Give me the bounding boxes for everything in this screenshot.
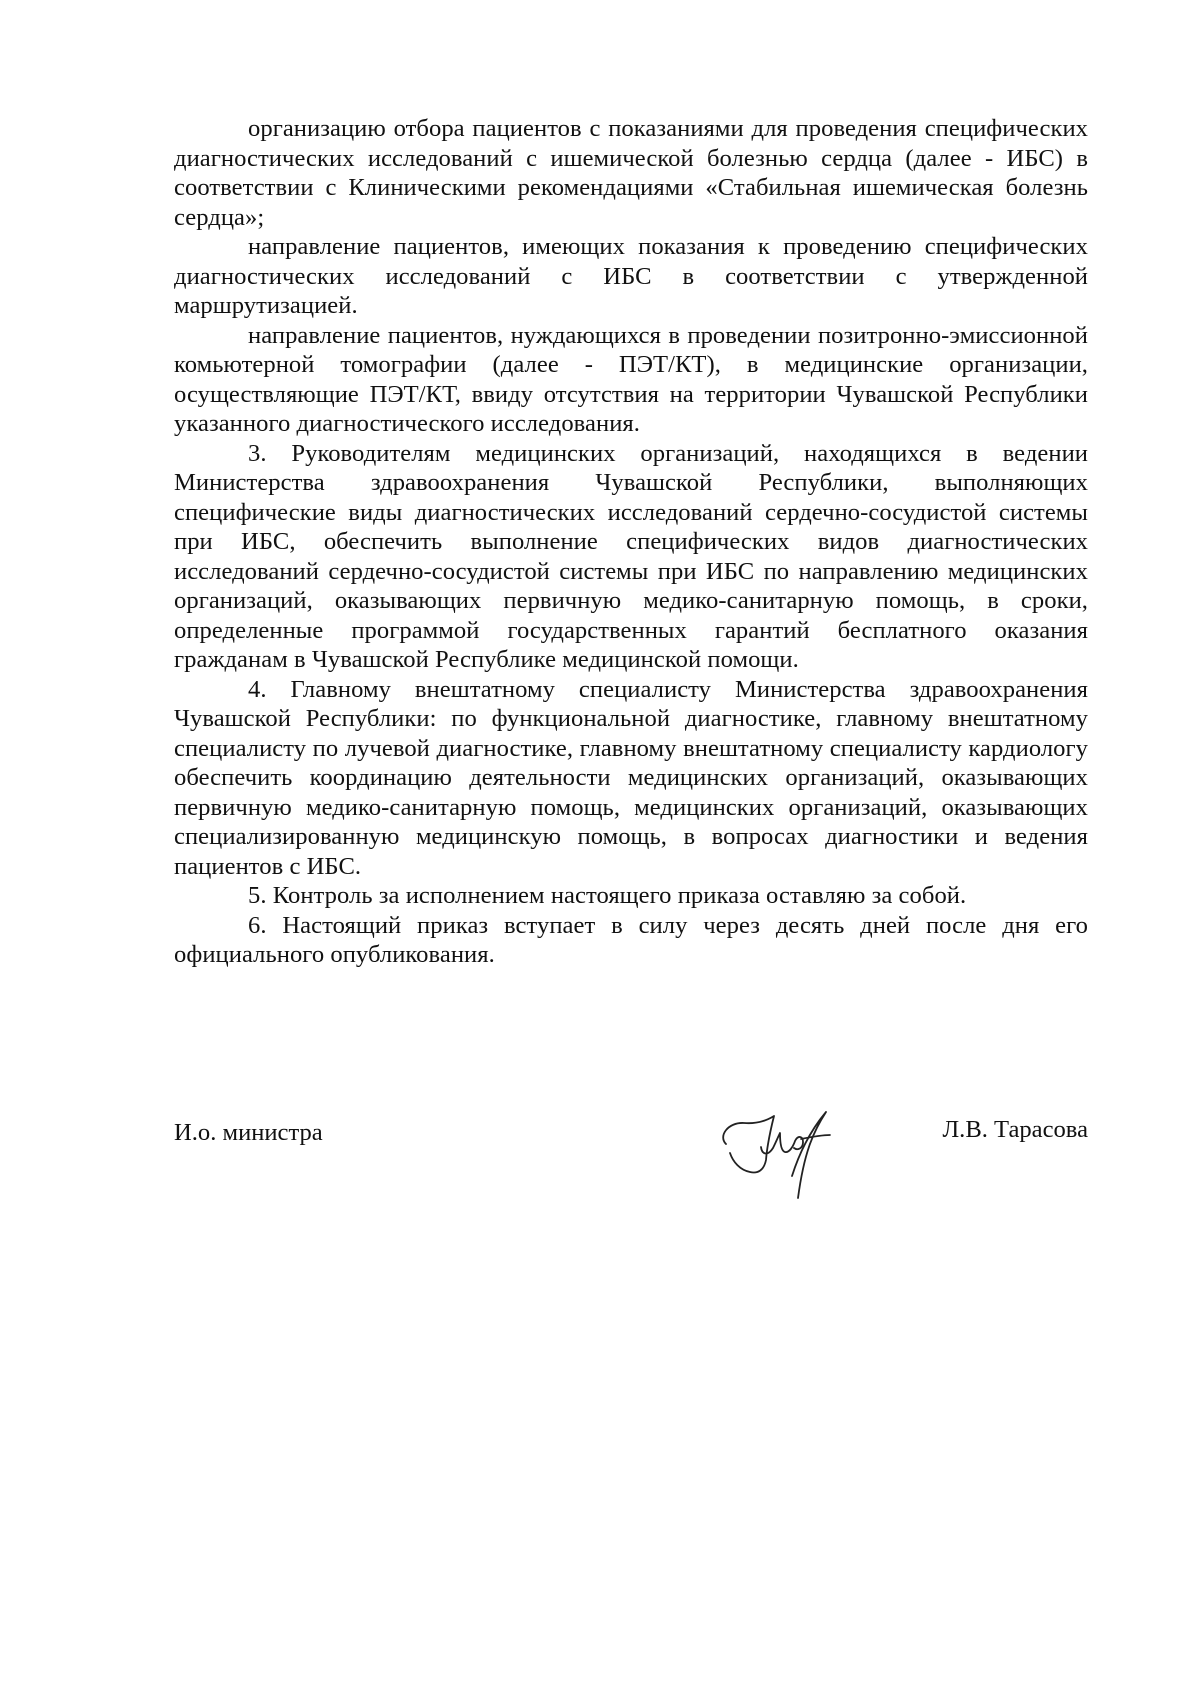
paragraph-item-6: 6. Настоящий приказ вступает в силу через десять дней после дня его официального опубликования.	[174, 911, 1088, 968]
signature-icon	[700, 1090, 830, 1200]
paragraph-item-5: 5. Контроль за исполнением настоящего приказа оставляю за собой.	[248, 882, 967, 909]
paragraph-item-4: 4. Главному внештатному специалисту Министерства здравоохранения Чувашской Республики: по функциональной диагностике, главному внештатному специалисту по лучевой диагностике, главному внештатному специалисту кардиологу обеспечить координацию деятельности медицинских организаций, оказывающих первичную медико-санитарную помощь, медицинских организаций, оказывающих специализированную медицинскую помощь, в вопросах диагностики и ведения пациентов с ИБС.	[174, 675, 1088, 880]
paragraph-patient-referral: направление пациентов, имеющих показания к проведению специфических диагностических исследований с ИБС в соответствии с утвержденной маршрутизацией.	[174, 233, 1088, 319]
document-body	[174, 114, 1088, 970]
paragraph-pet-ct-referral: направление пациентов, нуждающихся в проведении позитронно-эмиссионной комьютерной томографии (далее - ПЭТ/КТ), в медицинские организации, осуществляющие ПЭТ/КТ, ввиду отсутствия на территории Чувашской Республики указанного диагностического исследования.	[174, 321, 1088, 437]
signatory-title: И.о. министра	[174, 1119, 323, 1146]
paragraph-item-3: 3. Руководителям медицинских организаций, находящихся в ведении Министерства здравоохранения Чувашской Республики, выполняющих специфические виды диагностических исследований сердечно-сосудистой системы при ИБС, обеспечить выполнение специфических видов диагностических исследований сердечно-сосудистой системы при ИБС по направлению медицинских организаций, оказывающих первичную медико-санитарную помощь, в сроки, определенные программой государственных гарантий бесплатного оказания гражданам в Чувашской Республике медицинской помощи.	[174, 439, 1088, 673]
signature-block	[174, 1100, 1088, 1210]
paragraph-patient-selection: организацию отбора пациентов с показаниями для проведения специфических диагностических исследований с ишемической болезнью сердца (далее - ИБС) в соответствии с Клиническими рекомендациями «Стабильная ишемическая болезнь сердца»;	[174, 115, 1088, 231]
signatory-name: Л.В. Тарасова	[942, 1116, 1088, 1143]
handwritten-signature	[700, 1090, 830, 1200]
